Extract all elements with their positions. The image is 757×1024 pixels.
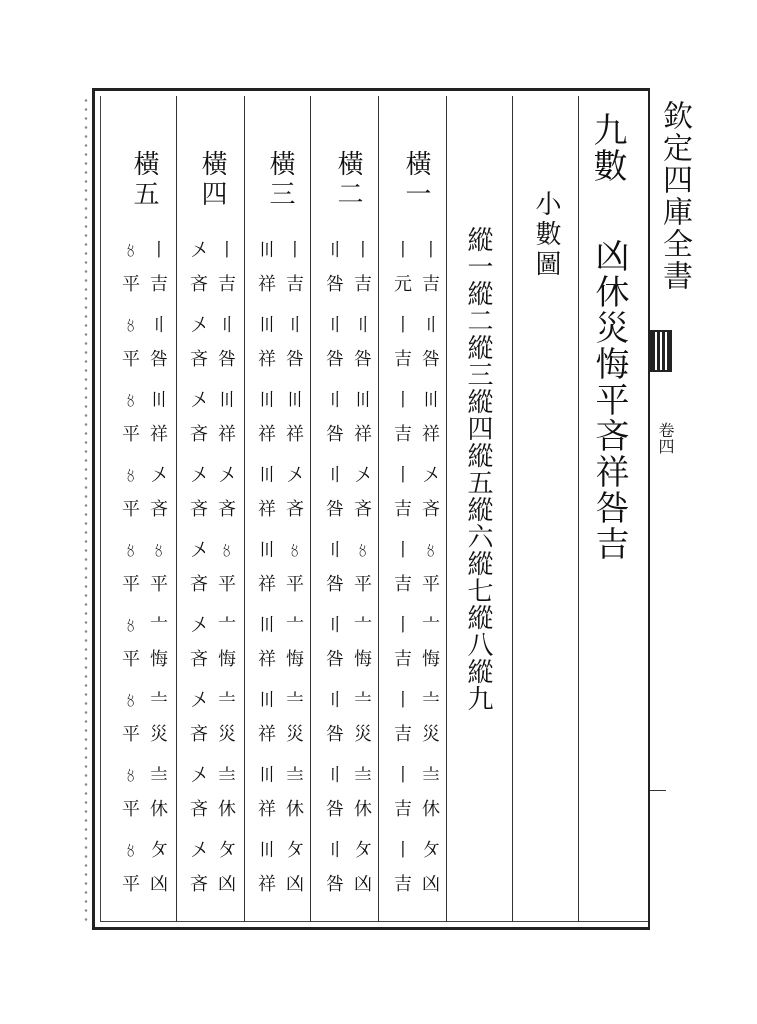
rod-numeral: 〥 [150,540,168,561]
grid-character: 元 [394,274,412,295]
rod-numeral: 〥 [122,240,140,261]
rod-numeral: 〤 [190,840,208,861]
grid-character: 吝 [190,499,208,520]
grid-character: 祥 [258,424,276,445]
rod-numeral: 丨 [150,240,168,261]
column-divider [446,96,447,922]
rod-numeral: 〥 [122,765,140,786]
grid-character: 吉 [394,649,412,670]
grid-character: 祥 [150,424,168,445]
rod-numeral: 〨 [218,765,236,786]
rod-numeral: 丨 [394,690,412,711]
grid-character: 咎 [326,874,344,895]
grid-character: 祥 [258,574,276,595]
grid-character: 吝 [150,499,168,520]
grid-character: 平 [122,424,140,445]
rod-numeral: 丨 [394,390,412,411]
rod-numeral: 〩 [286,840,304,861]
rod-numeral: 〤 [190,390,208,411]
grid-character: 平 [122,874,140,895]
rod-numeral: 〥 [122,690,140,711]
book-spine-title: 欽定四庫全書 [657,100,692,292]
grid-character: 平 [122,574,140,595]
rod-numeral: 〦 [354,615,372,636]
rod-numeral: 〥 [122,315,140,336]
rod-numeral: 〧 [218,690,236,711]
grid-character: 休 [218,799,236,820]
rod-numeral: 〨 [286,765,304,786]
rod-numeral: 〣 [258,840,276,861]
row-label: 橫三 [265,150,295,210]
grid-character: 吝 [190,274,208,295]
grid-character: 咎 [326,649,344,670]
grid-character: 祥 [422,424,440,445]
row-label: 橫一 [401,150,431,210]
grid-character: 休 [286,799,304,820]
rod-numeral: 丨 [422,240,440,261]
grid-character: 吉 [286,274,304,295]
section-title: 九數 [587,112,627,184]
rod-numeral: 〧 [422,690,440,711]
grid-character: 吝 [190,799,208,820]
rod-numeral: 〣 [354,390,372,411]
rod-numeral: 〤 [190,765,208,786]
rod-numeral: 〩 [150,840,168,861]
rod-numeral: 〤 [190,465,208,486]
rod-numeral: 〣 [258,690,276,711]
grid-character: 悔 [286,649,304,670]
grid-character: 吝 [190,874,208,895]
grid-character: 祥 [258,649,276,670]
rod-numeral: 〢 [326,840,344,861]
rod-numeral: 丨 [394,315,412,336]
rod-numeral: 〦 [422,615,440,636]
rod-numeral: 丨 [394,540,412,561]
rod-numeral: 〤 [218,465,236,486]
section-items: 凶休災悔平吝祥咎吉 [589,238,629,562]
rod-numeral: 〧 [286,690,304,711]
rod-numeral: 〥 [218,540,236,561]
grid-character: 吝 [354,499,372,520]
grid-character: 咎 [150,349,168,370]
grid-character: 祥 [354,424,372,445]
rod-numeral: 〥 [422,540,440,561]
rod-numeral: 〦 [286,615,304,636]
grid-character: 災 [422,724,440,745]
rod-numeral: 〥 [122,615,140,636]
grid-character: 災 [218,724,236,745]
rod-numeral: 〢 [286,315,304,336]
rod-numeral: 〣 [258,540,276,561]
grid-character: 平 [354,574,372,595]
grid-character: 祥 [258,499,276,520]
page-edge-dots [82,96,90,922]
rod-numeral: 〢 [326,315,344,336]
grid-character: 悔 [422,649,440,670]
grid-character: 咎 [326,799,344,820]
grid-character: 休 [354,799,372,820]
grid-character: 休 [150,799,168,820]
grid-character: 災 [286,724,304,745]
grid-character: 凶 [150,874,168,895]
rod-numeral: 丨 [394,840,412,861]
rod-numeral: 〢 [326,615,344,636]
column-divider [310,96,311,922]
rod-numeral: 〢 [326,690,344,711]
grid-character: 咎 [218,349,236,370]
grid-character: 祥 [218,424,236,445]
grid-character: 吉 [394,874,412,895]
rod-numeral: 〢 [354,315,372,336]
rod-numeral: 〧 [354,690,372,711]
volume-label: 卷四 [656,422,675,454]
spine-tick [650,790,666,791]
rod-numeral: 丨 [394,765,412,786]
grid-character: 災 [150,724,168,745]
grid-character: 祥 [258,274,276,295]
grid-character: 咎 [326,574,344,595]
rod-numeral: 〤 [422,465,440,486]
rod-numeral: 〣 [422,390,440,411]
rod-numeral: 〦 [150,615,168,636]
rod-numeral: 〥 [122,465,140,486]
row-label: 橫五 [129,150,159,210]
row-label: 橫四 [197,150,227,210]
grid-character: 吉 [394,349,412,370]
grid-character: 吝 [190,724,208,745]
grid-character: 咎 [354,349,372,370]
grid-character: 吉 [218,274,236,295]
grid-character: 吉 [422,274,440,295]
grid-character: 吝 [286,499,304,520]
grid-character: 吝 [190,424,208,445]
rod-numeral: 〧 [150,690,168,711]
rod-numeral: 〩 [354,840,372,861]
rod-numeral: 〣 [258,615,276,636]
rod-numeral: 〣 [258,315,276,336]
rod-numeral: 〨 [422,765,440,786]
rod-numeral: 〤 [190,315,208,336]
rod-numeral: 〩 [218,840,236,861]
grid-character: 吉 [394,799,412,820]
column-divider [512,96,513,922]
grid-character: 咎 [326,274,344,295]
rod-numeral: 〤 [286,465,304,486]
rod-numeral: 〥 [122,390,140,411]
page-inner-border [100,96,648,922]
grid-character: 悔 [218,649,236,670]
page-right-rule [648,88,650,930]
rod-numeral: 丨 [286,240,304,261]
row-label: 橫二 [333,150,363,210]
grid-character: 吉 [394,724,412,745]
rod-numeral: 〥 [354,540,372,561]
rod-numeral: 〣 [258,390,276,411]
rod-numeral: 〣 [258,240,276,261]
grid-character: 平 [122,274,140,295]
column-divider [378,96,379,922]
rod-numeral: 〤 [354,465,372,486]
rod-numeral: 〥 [122,540,140,561]
grid-character: 吉 [394,574,412,595]
rod-numeral: 〣 [258,765,276,786]
grid-character: 平 [122,499,140,520]
grid-character: 凶 [218,874,236,895]
grid-character: 祥 [258,349,276,370]
grid-character: 咎 [326,499,344,520]
rod-numeral: 〢 [326,465,344,486]
rod-numeral: 〤 [150,465,168,486]
grid-character: 祥 [258,874,276,895]
grid-character: 平 [122,349,140,370]
rod-numeral: 丨 [218,240,236,261]
rod-numeral: 丨 [394,465,412,486]
rod-numeral: 〩 [422,840,440,861]
grid-character: 吉 [150,274,168,295]
grid-character: 平 [286,574,304,595]
grid-character: 咎 [326,349,344,370]
rod-numeral: 丨 [394,615,412,636]
grid-character: 祥 [258,724,276,745]
rod-numeral: 〥 [122,840,140,861]
rod-numeral: 〨 [354,765,372,786]
grid-character: 咎 [422,349,440,370]
rod-numeral: 〢 [326,540,344,561]
diagram-title: 小數圖 [531,190,561,280]
rod-numeral: 〤 [190,540,208,561]
rod-numeral: 丨 [354,240,372,261]
diagram-column-header: 縱一縱二縱三縱四縱五縱六縱七縱八縱九 [463,226,493,712]
grid-character: 災 [354,724,372,745]
grid-character: 悔 [150,649,168,670]
rod-numeral: 〢 [326,240,344,261]
grid-character: 平 [122,724,140,745]
grid-character: 休 [422,799,440,820]
rod-numeral: 〨 [150,765,168,786]
rod-numeral: 〣 [218,390,236,411]
column-divider [578,96,579,922]
grid-character: 祥 [258,799,276,820]
grid-character: 平 [150,574,168,595]
grid-character: 祥 [286,424,304,445]
rod-numeral: 〣 [258,465,276,486]
rod-numeral: 〣 [286,390,304,411]
grid-character: 悔 [354,649,372,670]
grid-character: 吝 [422,499,440,520]
fishtail-mark [650,330,672,372]
grid-character: 咎 [326,724,344,745]
rod-numeral: 〤 [190,240,208,261]
rod-numeral: 〢 [422,315,440,336]
grid-character: 平 [218,574,236,595]
grid-character: 咎 [286,349,304,370]
grid-character: 吝 [190,649,208,670]
grid-character: 吝 [190,349,208,370]
grid-character: 吉 [394,424,412,445]
rod-numeral: 〢 [326,765,344,786]
grid-character: 凶 [422,874,440,895]
grid-character: 咎 [326,424,344,445]
rod-numeral: 〤 [190,690,208,711]
rod-numeral: 〣 [150,390,168,411]
grid-character: 吝 [190,574,208,595]
grid-character: 平 [122,649,140,670]
rod-numeral: 〢 [218,315,236,336]
grid-character: 凶 [354,874,372,895]
rod-numeral: 〥 [286,540,304,561]
column-divider [244,96,245,922]
grid-character: 平 [422,574,440,595]
grid-character: 吝 [218,499,236,520]
rod-numeral: 〢 [150,315,168,336]
rod-numeral: 丨 [394,240,412,261]
rod-numeral: 〤 [190,615,208,636]
column-divider [176,96,177,922]
rod-numeral: 〦 [218,615,236,636]
grid-character: 平 [122,799,140,820]
grid-character: 吉 [354,274,372,295]
grid-character: 凶 [286,874,304,895]
grid-character: 吉 [394,499,412,520]
rod-numeral: 〢 [326,390,344,411]
